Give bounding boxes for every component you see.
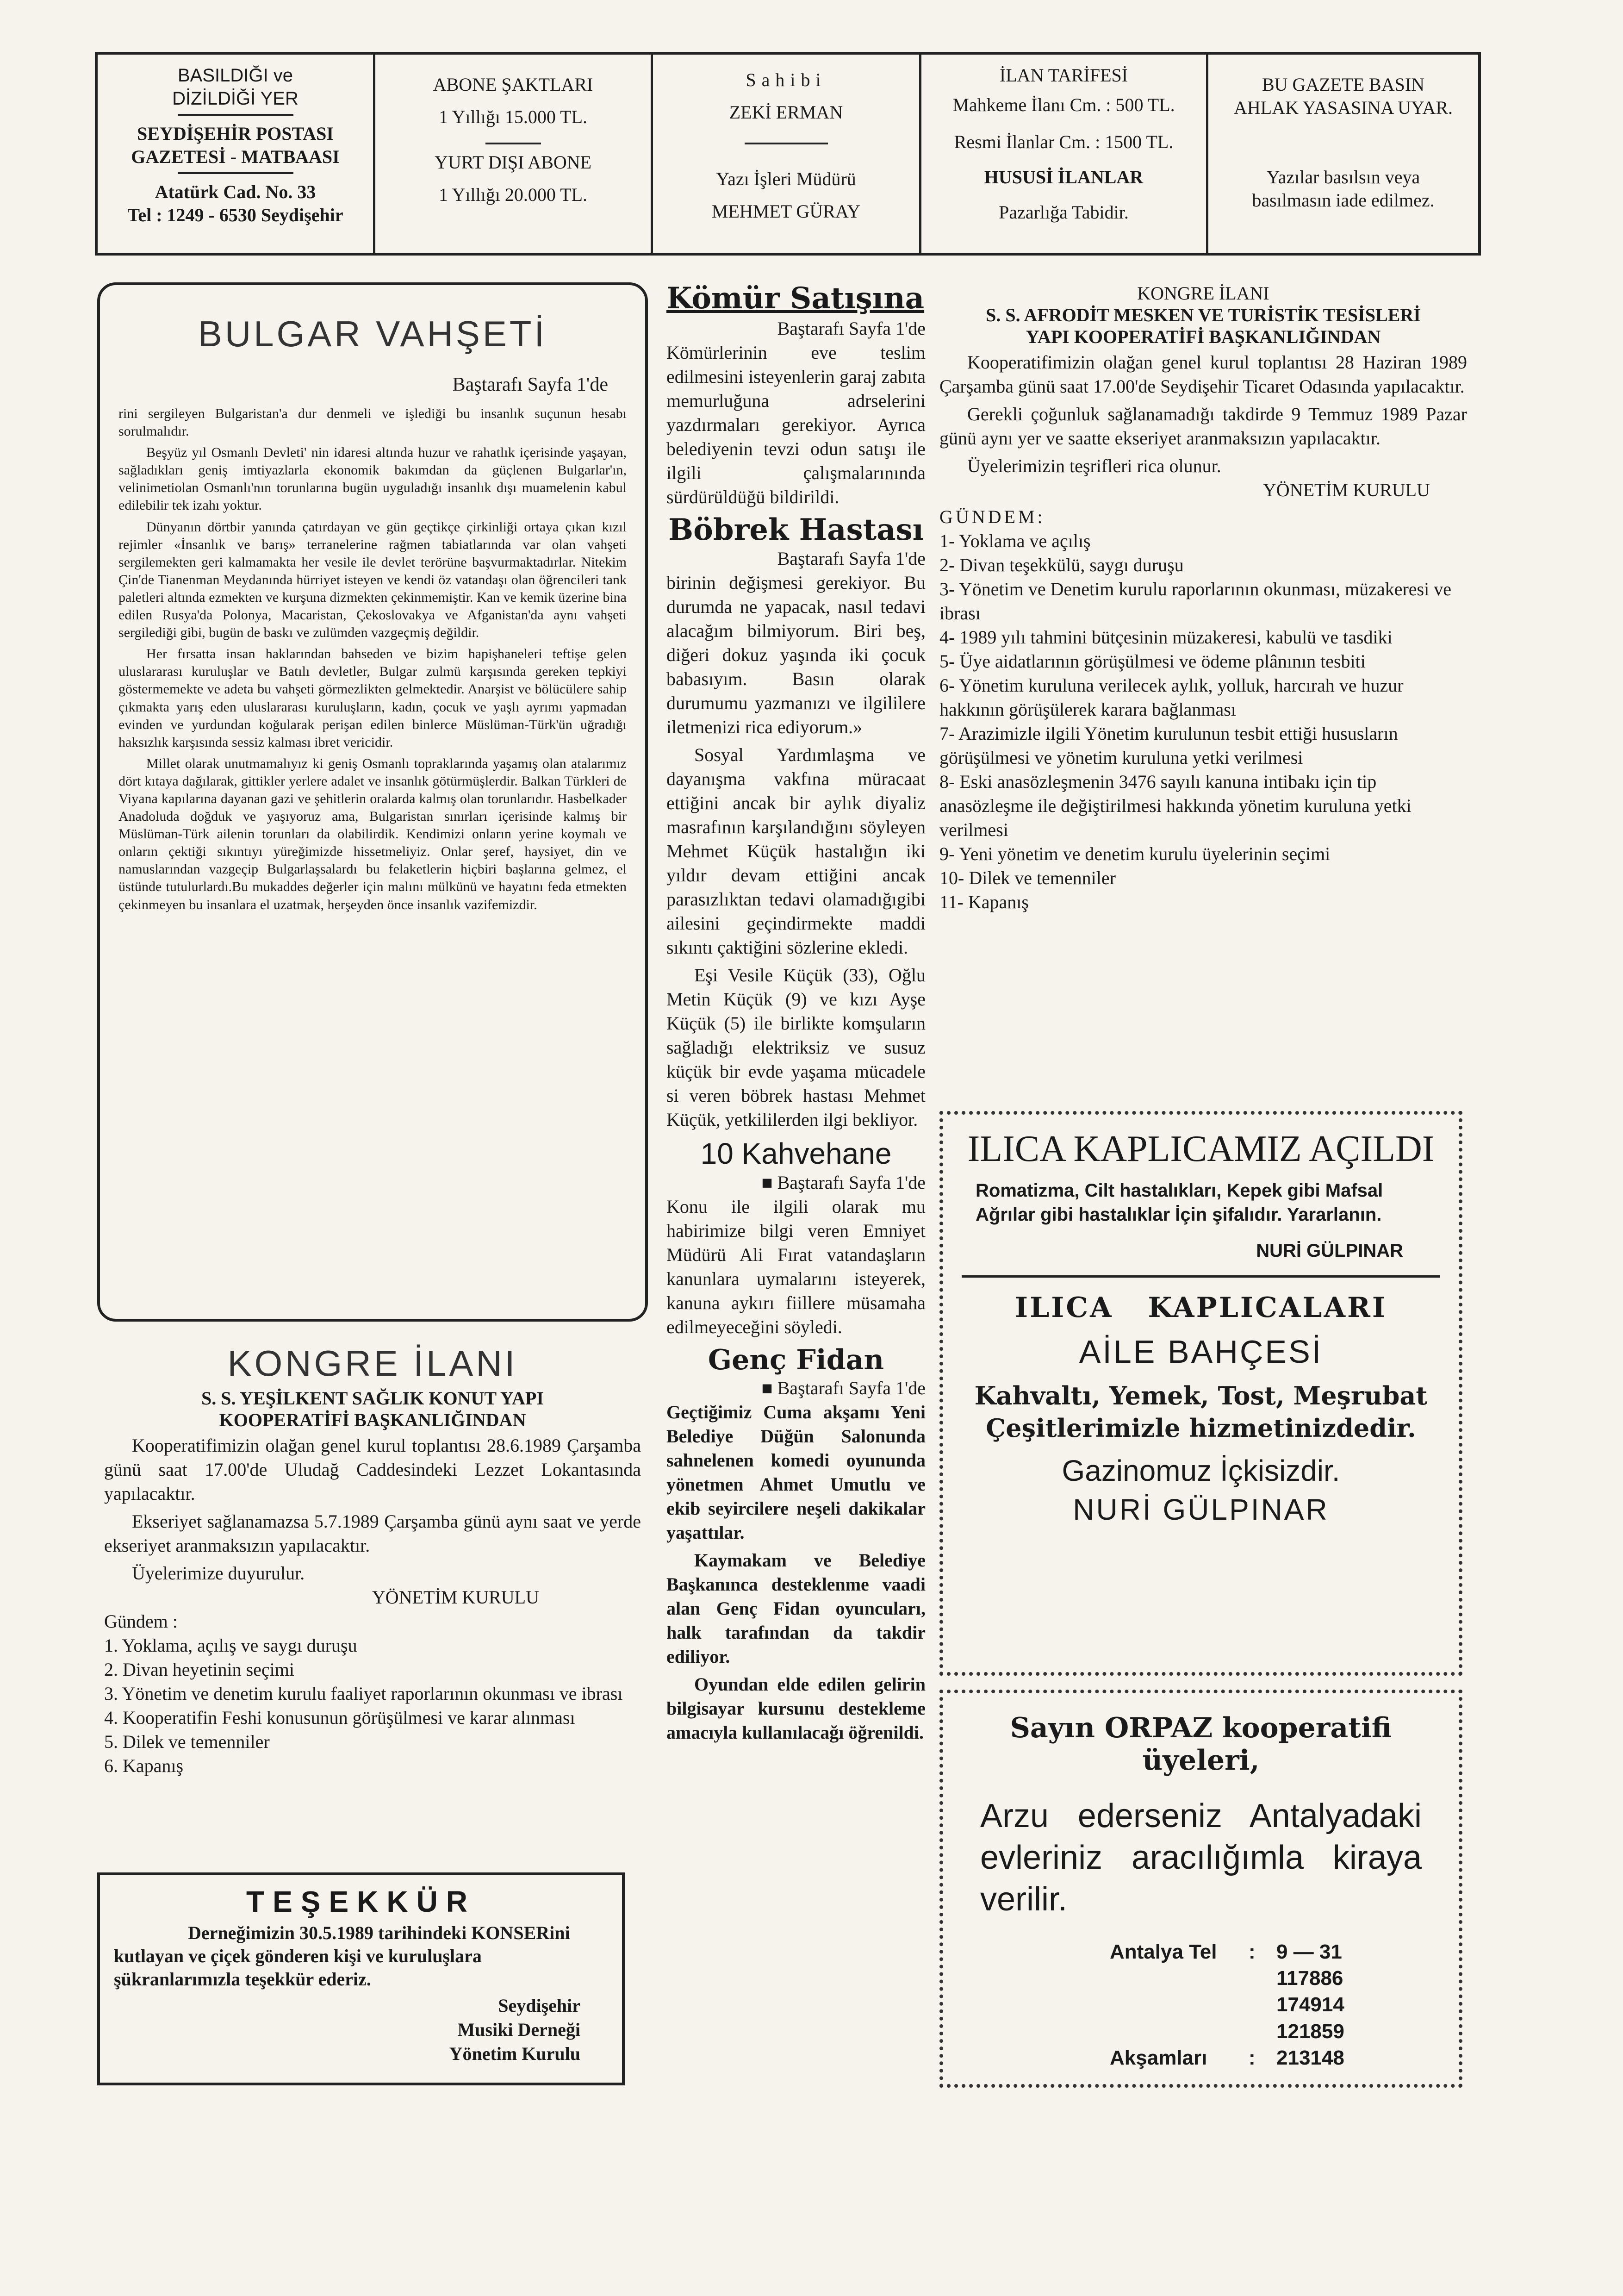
bobrek-p1: birinin değişmesi gerekiyor. Bu durumda ne yapacak, nasıl tedavi alacağım bilmiyorum. Biri beş, diğeri dokuz yaşında iki çocuk babasıyım. Basın olarak durumumu yazmanızı ve ilgililere iletmenizi rica ediyorum.» bbox=[666, 572, 926, 737]
orpaz-title: Sayın ORPAZ kooperatifi üyeleri, bbox=[1010, 1712, 1392, 1777]
ad-ilica bbox=[939, 1111, 1462, 1676]
ilica-sign: NURİ GÜLPINAR bbox=[1256, 1241, 1403, 1261]
masthead-press bbox=[98, 55, 375, 253]
bobrek-p3: Eşi Vesile Küçük (33), Oğlu Metin Küçük (9) ve kızı Ayşe Küçük (5) ile birlikte komşuların sağladığı elektriksiz ve susuz küçük bir evde yaşama mücadele si veren böbrek hastası Mehmet Küçük, yetkililerden ilgi bekliyor. bbox=[666, 964, 926, 1130]
genc-title: Genç Fidan bbox=[708, 1343, 884, 1376]
ilica-b-note: Gazinomuz İçkisizdir. bbox=[1062, 1454, 1340, 1488]
orpaz-phone-number: 117886 bbox=[1276, 1967, 1343, 1990]
ads-special: Pazarlığa Tabidir. bbox=[999, 202, 1129, 223]
bulgar-p3: Dünyanın dörtbir yanında çatırdayan ve gün geçtikçe çirkinliği ortaya çıkan kızıl rejimler «İnsanlık ve barış» terranelerine rağmen tabiatlarında var olan vahşeti sergilemekten geri kalmamakta her vesile ile devlet terörüne başvurmaktadırlar. Nitekim Çin'de Tianenman Meydanında hürriyet isteyen ve kendi öz vatandaşı olan öğrencileri tank paletleri altında ezmekten ve kurşuna dizmekten çekinmemiştir. Kan ve kemik üzerine bina edilen Rusya'da Polonya, Macaristan, Çekoslovakya ve Afganistan'da aynı vahşeti sergilediği gibi, bugün de baskı ve zulümden vazgeçmiş değildir. bbox=[118, 519, 627, 641]
komur-continued: Baştarafı Sayfa 1'de bbox=[777, 318, 926, 339]
subscription-abroad: 1 Yıllığı 20.000 TL. bbox=[438, 184, 588, 205]
kongre-left-sign: YÖNETİM KURULU bbox=[372, 1587, 539, 1608]
kongre-right-agenda bbox=[939, 529, 1467, 914]
press-name-2: GAZETESİ - MATBAASI bbox=[131, 146, 340, 167]
agenda-item: 4- 1989 yılı tahmini bütçesinin müzakeresi, kabulü ve tasdiki bbox=[939, 627, 1393, 648]
subscription-local: 1 Yıllığı 15.000 TL. bbox=[438, 106, 588, 127]
agenda-item: 1. Yoklama, açılış ve saygı duruşu bbox=[104, 1635, 357, 1656]
article-bulgar bbox=[97, 282, 648, 1322]
ethics-note: Yazılar basılsın veya basılmasın iade edilmez. bbox=[1252, 167, 1435, 211]
ilica-b-sign: NURİ GÜLPINAR bbox=[1073, 1493, 1329, 1527]
bulgar-continued: Baştarafı Sayfa 1'de bbox=[452, 374, 608, 395]
orpaz-body: Arzu ederseniz Antalyadaki evleriniz aracılığımla kiraya verilir. bbox=[980, 1797, 1422, 1918]
ad-orpaz bbox=[939, 1690, 1462, 2088]
kongre-left-p1: Kooperatifimizin olağan genel kurul toplantısı 28.6.1989 Çarşamba günü saat 17.00'de Uludağ Caddesindeki Lezzet Lokantasında yapılacaktır. bbox=[104, 1435, 641, 1504]
editor-name: MEHMET GÜRAY bbox=[711, 201, 861, 222]
ads-special-title: HUSUSİ İLANLAR bbox=[984, 167, 1144, 187]
kongre-left-org2: KOOPERATİFİ BAŞKANLIĞINDAN bbox=[219, 1410, 526, 1430]
bulgar-p1: rini sergileyen Bulgaristan'a dur denmeli ve işlediği bu insanlık suçunun hesabı sorulmalıdır. bbox=[118, 406, 627, 439]
agenda-item: 8- Eski anasözleşmenin 3476 sayılı kanuna intibakı için tip anasözleşme ile değiştirilmesi hakkında yönetim kuruluna yetki verilmesi bbox=[939, 771, 1412, 840]
orpaz-phone-number: 174914 bbox=[1276, 1993, 1344, 2016]
tesekkur-sign-1: Seydişehir bbox=[498, 1995, 580, 2016]
orpaz-evening-phone: 213148 bbox=[1276, 2046, 1344, 2069]
agenda-item: 7- Arazimizle ilgili Yönetim kurulunun tesbit ettiği hususların görüşülmesi ve yönetim kuruluna yetki verilmesi bbox=[939, 723, 1398, 768]
agenda-item: 6. Kapanış bbox=[104, 1755, 184, 1776]
kongre-right-p3: Üyelerimizin teşrifleri rica olunur. bbox=[967, 455, 1221, 476]
bullet-icon: ■ bbox=[761, 1172, 777, 1193]
press-phone: Tel : 1249 - 6530 Seydişehir bbox=[127, 205, 343, 225]
bobrek-title: Böbrek Hastası bbox=[668, 512, 924, 548]
orpaz-evening-label: Akşamları bbox=[1110, 2046, 1207, 2069]
agenda-item: 9- Yeni yönetim ve denetim kurulu üyelerinin seçimi bbox=[939, 843, 1331, 864]
ads-title: İLAN TARİFESİ bbox=[999, 65, 1128, 86]
orpaz-tel-sep: : bbox=[1249, 1940, 1256, 1963]
article-kongre-right bbox=[939, 282, 1467, 914]
agenda-item: 3. Yönetim ve denetim kurulu faaliyet raporlarının okunması ve ibrası bbox=[104, 1683, 623, 1704]
press-title-2: DİZİLDİĞİ YER bbox=[172, 88, 298, 109]
tesekkur-sign-2: Musiki Derneği bbox=[457, 2019, 580, 2040]
masthead-subscription bbox=[375, 55, 653, 253]
orpaz-tel-label: Antalya Tel bbox=[1110, 1940, 1217, 1963]
press-name: SEYDİŞEHİR POSTASI bbox=[137, 123, 334, 144]
middle-column bbox=[666, 282, 926, 1748]
bobrek-p2: Sosyal Yardımlaşma ve dayanışma vakfına müracaat ettiğini ancak bir aylık diyaliz masrafının karşılandığını söyleyen Mehmet Küçük hastalığın iki yıldır devam ettiğini ancak parasızlıktan tedavi olamadığıgibi ailesini geçindirmekte maddi sıkıntı çaktiğini sözlerine ekledi. bbox=[666, 744, 926, 958]
ilica-b-title-1: ILICA bbox=[1015, 1292, 1113, 1324]
subscription-abroad-title: YURT DIŞI ABONE bbox=[434, 152, 592, 173]
agenda-item: 11- Kapanış bbox=[939, 892, 1029, 912]
komur-title: Kömür Satışına bbox=[666, 281, 925, 316]
tesekkur-title: TEŞEKKÜR bbox=[246, 1885, 476, 1918]
kongre-left-p2: Ekseriyet sağlanamazsa 5.7.1989 Çarşamba günü aynı saat ve yerde ekseriyet aranmaksızın yapılacaktır. bbox=[104, 1511, 641, 1556]
bulgar-p5: Millet olarak unutmamalıyız ki geniş Osmanlı topraklarında yaşamış olan atalarımız dört kıtaya dağılarak, gittikler yerlere adalet ve insanlık götürmüşlerdir. Balkan Türkleri de Viyana kapılarına dayanan gazi ve şehitlerin oralarda kalmış olan torunlarıdır. Hasbelkader Anadoluda doğduk ve yaşıyoruz ama, Bulgaristan sınırları içerisinde kalmış bir Müslüman-Türk ailenin torunları da olabilirdik. Kendimizi onların yerine koymalı ve onların çektiği sıkıntıyı yüreğimizde hissetmeliyiz. Onlar şeref, haysiyet, din ve namuslarından vazgeçip Bulgarlaşsalardı bu felaketlerin hiçbiri başlarına gelmez, el üstünde tutulurlardı.Bu mukaddes değerler için malını mülkünü ve hayatını feda etmekten çekinmeyen bu insanlara el uzatmak, herşeyden önce insanlık vazifemizdir. bbox=[118, 755, 627, 912]
ilica-title: ILICA KAPLICAMIZ AÇILDI bbox=[967, 1129, 1435, 1169]
orpaz-contact bbox=[971, 1939, 1431, 2071]
tesekkur-body: Derneğimizin 30.5.1989 tarihindeki KONSERini kutlayan ve çiçek gönderen kişi ve kuruluşlara şükranlarımızla teşekkür ederiz. bbox=[114, 1922, 570, 1990]
genc-p3: Oyundan elde edilen gelirin bilgisayar kursunu destekleme amacıyla kullanılacağı öğrenildi. bbox=[666, 1673, 926, 1743]
kongre-right-org1: S. S. AFRODİT MESKEN VE TURİSTİK TESİSLERİ bbox=[986, 305, 1421, 325]
kongre-left-p3: Üyelerimize duyurulur. bbox=[132, 1563, 305, 1584]
article-tesekkur bbox=[97, 1872, 625, 2085]
orpaz-phone-number: 121859 bbox=[1276, 2020, 1344, 2043]
tesekkur-sign-3: Yönetim Kurulu bbox=[449, 2043, 580, 2064]
bulgar-title: BULGAR VAHŞETİ bbox=[198, 313, 547, 354]
ilica-b-subtitle: AİLE BAHÇESİ bbox=[1079, 1334, 1323, 1370]
kongre-right-agenda-title: GÜNDEM: bbox=[939, 506, 1045, 527]
agenda-item: 10- Dilek ve temenniler bbox=[939, 867, 1116, 888]
kongre-right-p1: Kooperatifimizin olağan genel kurul toplantısı 28 Haziran 1989 Çarşamba günü saat 17.00'de Seydişehir Ticaret Odasında yapılacaktır. bbox=[939, 352, 1467, 397]
agenda-item: 5. Dilek ve temenniler bbox=[104, 1731, 270, 1752]
agenda-item: 1- Yoklama ve açılış bbox=[939, 530, 1091, 551]
kongre-left-agenda-title: Gündem : bbox=[104, 1611, 178, 1632]
press-title: BASILDIĞI ve bbox=[178, 65, 293, 86]
ilica-b-title-2: KAPLICALARI bbox=[1148, 1292, 1387, 1324]
subscription-title: ABONE ŞAKTLARI bbox=[433, 74, 593, 95]
orpaz-tel-code: 9 — 31 bbox=[1276, 1940, 1342, 1963]
agenda-item: 6- Yönetim kuruluna verilecek aylık, yolluk, harcırah ve huzur hakkının görüşülerek karara bağlanması bbox=[939, 675, 1404, 720]
ads-court: Mahkeme İlanı Cm. : 500 TL. bbox=[952, 94, 1175, 115]
owner-label: Sahibi bbox=[746, 69, 827, 90]
editor-label: Yazı İşleri Müdürü bbox=[716, 168, 856, 189]
article-kongre-left bbox=[104, 1342, 641, 1778]
komur-body: Kömürlerinin eve teslim edilmesini isteyenlerin garaj zabıta memurluğuna adrselerini yazdırmaları gerekiyor. Ayrıca belediyenin tevzi odun satışı ile ilgili çalışmalarınında sürdürüldüğü bildirildi. bbox=[666, 342, 926, 508]
masthead-ethics bbox=[1208, 55, 1478, 253]
masthead bbox=[95, 52, 1481, 256]
tesekkur-signature bbox=[114, 1994, 608, 2066]
ilica-b-body: Kahvaltı, Yemek, Tost, Meşrubat Çeşitlerimizle hizmetinizdedir. bbox=[974, 1381, 1428, 1443]
genc-p2: Kaymakam ve Belediye Başkanınca desteklenme vaadi alan Genç Fidan oyuncuları, halk tarafından da takdir ediliyor. bbox=[666, 1549, 926, 1667]
agenda-item: 5- Üye aidatlarının görüşülmesi ve ödeme plânının tesbiti bbox=[939, 651, 1366, 672]
kongre-right-title: KONGRE İLANI bbox=[1137, 283, 1269, 304]
press-address: Atatürk Cad. No. 33 bbox=[155, 181, 316, 202]
orpaz-evening-sep: : bbox=[1249, 2046, 1256, 2069]
agenda-item: 3- Yönetim ve Denetim kurulu raporlarının okunması, müzakeresi ve ibrası bbox=[939, 579, 1451, 624]
ethics-line-2: AHLAK YASASINA UYAR. bbox=[1233, 97, 1453, 118]
agenda-item: 2- Divan teşekkülü, saygı duruşu bbox=[939, 555, 1184, 575]
bulgar-p4: Her fırsatta insan haklarından bahseden ve bizim hapişhaneleri teftişe gelen uluslararası kuruluşlar ve Batılı devletler, Bulgar zulmü karşısında gereken tepkiyi göstermemekte ve adeta bu vahşeti görmezlikten gelmektedir. Anarşist ve bölücülere sahip çıkmakta yarış eden uluslararası kuruluşların, kadın, çocuk ve yaşlı ayrımı yapmadan evinden ve yurdundan koğularak perişan edilen binlerce Müslüman-Türk'ün uğradığı haksızlık karşısında sessiz kalması ibret vericidir. bbox=[118, 646, 627, 750]
agenda-item: 4. Kooperatifin Feshi konusunun görüşülmesi ve karar alınması bbox=[104, 1707, 575, 1728]
ads-official: Resmi İlanlar Cm. : 1500 TL. bbox=[954, 131, 1174, 152]
agenda-item: 2. Divan heyetinin seçimi bbox=[104, 1659, 295, 1680]
genc-continued: Baştarafı Sayfa 1'de bbox=[777, 1377, 926, 1398]
kongre-left-org1: S. S. YEŞİLKENT SAĞLIK KONUT YAPI bbox=[201, 1388, 544, 1409]
ethics-line-1: BU GAZETE BASIN bbox=[1262, 74, 1425, 95]
bullet-icon: ■ bbox=[761, 1377, 777, 1398]
kongre-right-sign: YÖNETİM KURULU bbox=[1262, 480, 1430, 500]
kahvehane-body: Konu ile ilgili olarak mu habirimize bilgi veren Emniyet Müdürü Ali Fırat vatandaşların kanunlara uymalarını isteyerek, kanuna aykırı fiillere müsamaha edilmeyeceğini söyledi. bbox=[666, 1196, 926, 1337]
owner-name: ZEKİ ERMAN bbox=[729, 102, 843, 123]
masthead-owner bbox=[653, 55, 921, 253]
kongre-right-org2: YAPI KOOPERATİFİ BAŞKANLIĞINDAN bbox=[1026, 326, 1381, 347]
ilica-body: Romatizma, Cilt hastalıkları, Kepek gibi Mafsal Ağrılar gibi hastalıklar İçin şifalıdır. Yararlanın. bbox=[976, 1180, 1383, 1225]
kahvehane-continued: Baştarafı Sayfa 1'de bbox=[777, 1172, 926, 1193]
bulgar-p2: Beşyüz yıl Osmanlı Devleti' nin idaresi altında huzur ve rahatlık içerisinde yaşayan, sağladıkları geniş imtiyazlarla ekonomik bakımdan da güçlenen Bulgarlar'ın, velinimetiolan Osmanlı'nın torunlarına bugün uyguladığı insanlık dışı muamelenin kabul edilebilir tek izahı yoktur. bbox=[118, 445, 627, 513]
ilica-b-title bbox=[962, 1292, 1440, 1324]
kongre-left-title: KONGRE İLANI bbox=[227, 1343, 518, 1384]
masthead-ads bbox=[921, 55, 1208, 253]
genc-p1: Geçtiğimiz Cuma akşamı Yeni Belediye Düğün Salonunda sahnelenen komedi oyununda yönetmen Ahmet Umutlu ve ekib seyircilere neşeli dakikalar yaşattılar. bbox=[666, 1401, 926, 1543]
orpaz-phones bbox=[1110, 1965, 1431, 2045]
bobrek-continued: Baştarafı Sayfa 1'de bbox=[777, 548, 926, 569]
kongre-right-p2: Gerekli çoğunluk sağlanamadığı takdirde 9 Temmuz 1989 Pazar günü aynı yer ve saatte ekseriyet aranmaksızın yapılacaktır. bbox=[939, 404, 1467, 449]
kongre-left-agenda bbox=[104, 1634, 641, 1778]
kahvehane-title: 10 Kahvehane bbox=[700, 1136, 892, 1170]
